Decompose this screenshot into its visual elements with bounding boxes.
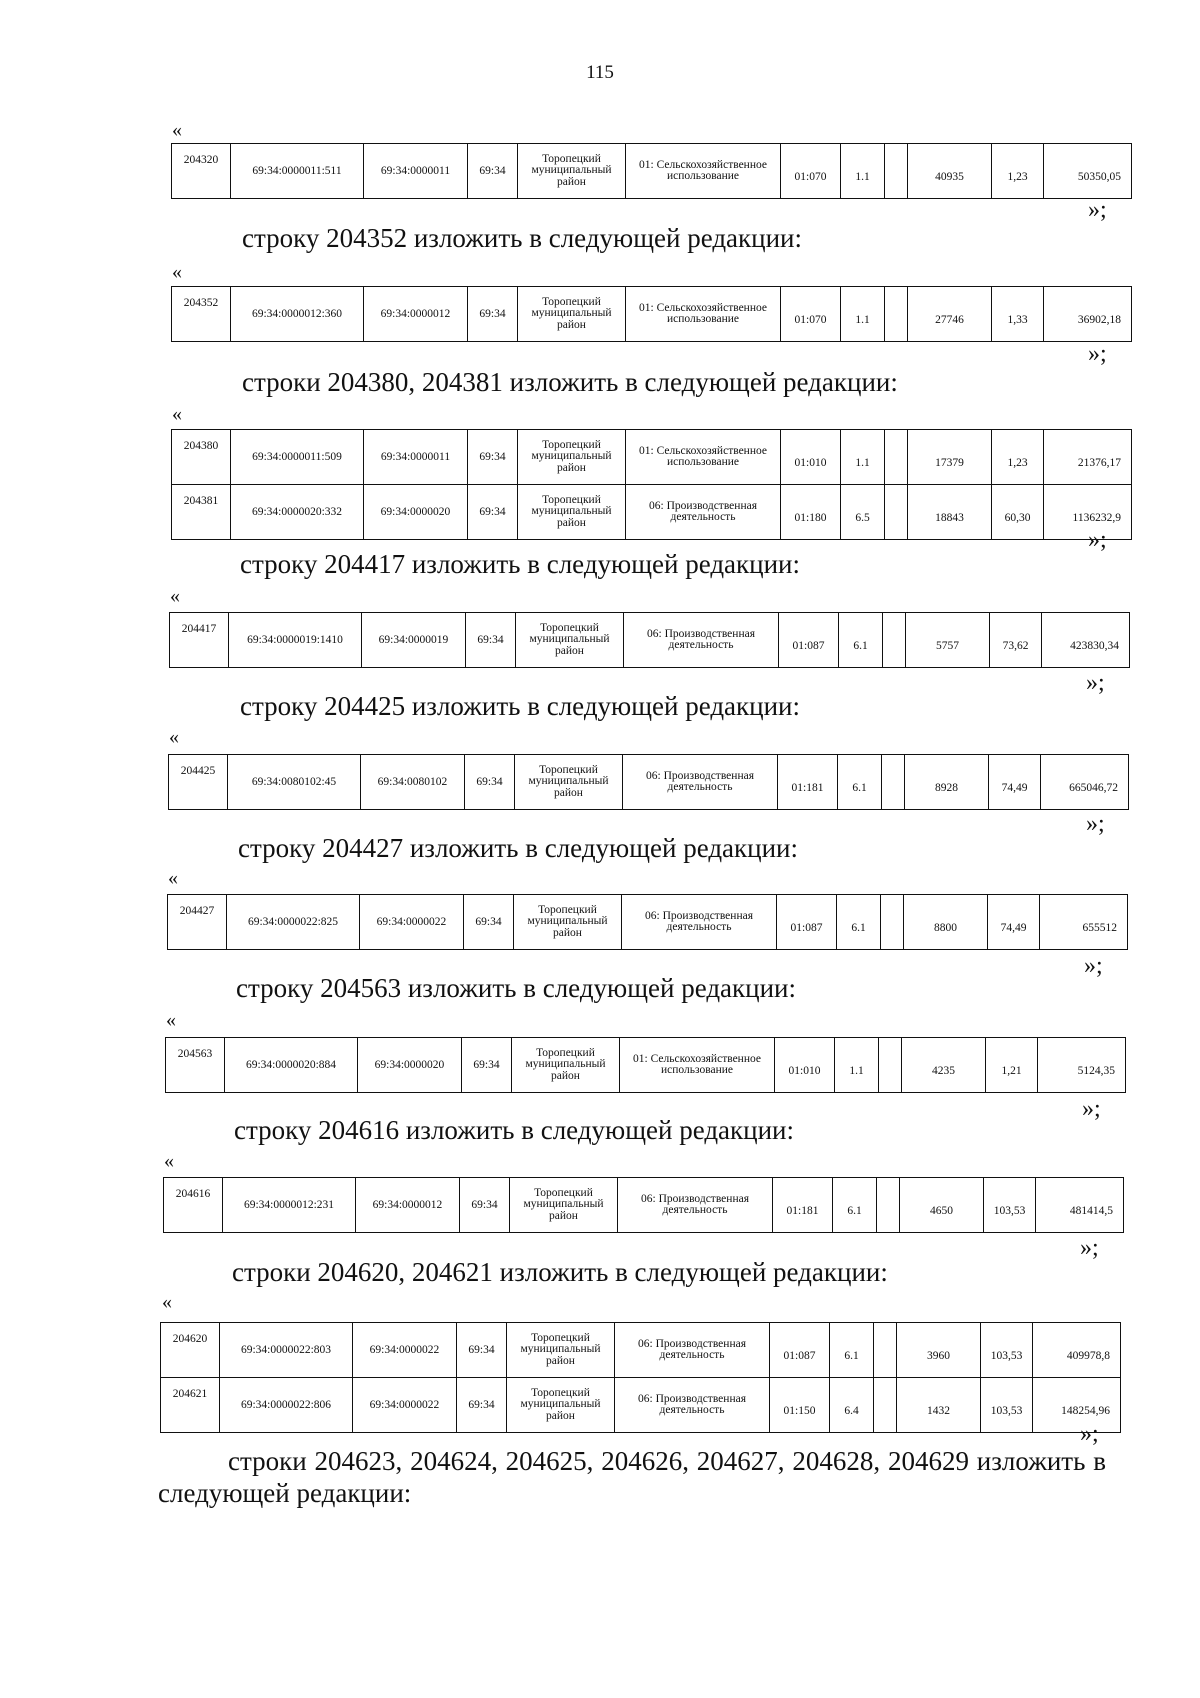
cell-category: 01: Сельскохозяйственное использование bbox=[620, 1038, 775, 1093]
open-quote: « bbox=[172, 403, 182, 425]
table-row bbox=[170, 613, 1130, 668]
cell-district-code: 69:34 bbox=[457, 1323, 507, 1378]
cell-rate: 74,49 bbox=[989, 755, 1041, 810]
record-table bbox=[167, 894, 1128, 950]
cell-category: 06: Производственная деятельность bbox=[622, 895, 777, 950]
close-quote: »; bbox=[1088, 341, 1107, 367]
cell-value: 1136232,9 bbox=[1044, 485, 1132, 540]
cell-category: 06: Производственная деятельность bbox=[626, 485, 781, 540]
table-row bbox=[172, 485, 1132, 540]
record-table bbox=[168, 754, 1129, 810]
cell-area: 17379 bbox=[908, 430, 992, 485]
cell-rate: 103,53 bbox=[981, 1323, 1033, 1378]
cell-area: 40935 bbox=[908, 144, 992, 199]
cell-district-code: 69:34 bbox=[462, 1038, 512, 1093]
cell-area: 3960 bbox=[897, 1323, 981, 1378]
cell-extra bbox=[874, 1323, 897, 1378]
cell-district-code: 69:34 bbox=[457, 1378, 507, 1433]
cell-value: 655512 bbox=[1040, 895, 1128, 950]
cell-district-code: 69:34 bbox=[465, 755, 515, 810]
edit-heading: строку 204352 изложить в следующей редакции: bbox=[242, 223, 803, 253]
cell-extra bbox=[882, 755, 905, 810]
cell-district-code: 69:34 bbox=[468, 430, 518, 485]
cell-group: 6.5 bbox=[841, 485, 885, 540]
cell-cadastral: 69:34:0000022:803 bbox=[220, 1323, 353, 1378]
record-table bbox=[171, 143, 1132, 199]
close-quote: »; bbox=[1080, 1421, 1099, 1447]
open-quote: « bbox=[169, 726, 179, 748]
cell-municipality: Торопецкий муниципальный район bbox=[515, 755, 623, 810]
open-quote: « bbox=[170, 585, 180, 607]
record-table bbox=[165, 1037, 1126, 1093]
cell-id: 204427 bbox=[168, 895, 227, 950]
cell-quarter: 69:34:0000011 bbox=[364, 144, 468, 199]
cell-category: 01: Сельскохозяйственное использование bbox=[626, 287, 781, 342]
cell-municipality: Торопецкий муниципальный район bbox=[507, 1323, 615, 1378]
cell-municipality: Торопецкий муниципальный район bbox=[507, 1378, 615, 1433]
cell-municipality: Торопецкий муниципальный район bbox=[518, 485, 626, 540]
cell-id: 204381 bbox=[172, 485, 231, 540]
cell-cadastral: 69:34:0000020:332 bbox=[231, 485, 364, 540]
cell-area: 4650 bbox=[900, 1178, 984, 1233]
cell-quarter: 69:34:0000022 bbox=[360, 895, 464, 950]
cell-category: 01: Сельскохозяйственное использование bbox=[626, 430, 781, 485]
table-row bbox=[169, 755, 1129, 810]
cell-extra bbox=[879, 1038, 902, 1093]
cell-area: 5757 bbox=[906, 613, 990, 668]
cell-quarter: 69:34:0000012 bbox=[364, 287, 468, 342]
table-row bbox=[164, 1178, 1124, 1233]
cell-code: 01:180 bbox=[781, 485, 841, 540]
table-row bbox=[172, 144, 1132, 199]
cell-code: 01:087 bbox=[779, 613, 839, 668]
cell-cadastral: 69:34:0000011:509 bbox=[231, 430, 364, 485]
cell-extra bbox=[885, 485, 908, 540]
edit-heading: строку 204427 изложить в следующей редакции: bbox=[238, 833, 799, 863]
cell-id: 204352 bbox=[172, 287, 231, 342]
cell-district-code: 69:34 bbox=[464, 895, 514, 950]
cell-id: 204616 bbox=[164, 1178, 223, 1233]
table-row bbox=[168, 895, 1128, 950]
cell-extra bbox=[885, 144, 908, 199]
cell-extra bbox=[885, 287, 908, 342]
cell-extra bbox=[877, 1178, 900, 1233]
cell-quarter: 69:34:0080102 bbox=[361, 755, 465, 810]
cell-cadastral: 69:34:0080102:45 bbox=[228, 755, 361, 810]
edit-heading: строку 204616 изложить в следующей редакции: bbox=[234, 1115, 795, 1145]
cell-quarter: 69:34:0000022 bbox=[353, 1323, 457, 1378]
cell-code: 01:010 bbox=[775, 1038, 835, 1093]
cell-value: 148254,96 bbox=[1033, 1378, 1121, 1433]
cell-rate: 103,53 bbox=[984, 1178, 1036, 1233]
open-quote: « bbox=[172, 261, 182, 283]
cell-extra bbox=[874, 1378, 897, 1433]
cell-district-code: 69:34 bbox=[460, 1178, 510, 1233]
cell-group: 1.1 bbox=[841, 144, 885, 199]
cell-rate: 1,23 bbox=[992, 144, 1044, 199]
cell-rate: 1,33 bbox=[992, 287, 1044, 342]
open-quote: « bbox=[172, 119, 182, 141]
cell-category: 06: Производственная деятельность bbox=[618, 1178, 773, 1233]
cell-quarter: 69:34:0000012 bbox=[356, 1178, 460, 1233]
cell-district-code: 69:34 bbox=[466, 613, 516, 668]
cell-cadastral: 69:34:0000022:825 bbox=[227, 895, 360, 950]
cell-value: 481414,5 bbox=[1036, 1178, 1124, 1233]
close-quote: »; bbox=[1084, 953, 1103, 979]
cell-value: 50350,05 bbox=[1044, 144, 1132, 199]
cell-municipality: Торопецкий муниципальный район bbox=[514, 895, 622, 950]
cell-code: 01:181 bbox=[773, 1178, 833, 1233]
cell-municipality: Торопецкий муниципальный район bbox=[518, 144, 626, 199]
close-quote: »; bbox=[1080, 1235, 1099, 1261]
cell-group: 6.1 bbox=[830, 1323, 874, 1378]
cell-code: 01:087 bbox=[770, 1323, 830, 1378]
cell-code: 01:070 bbox=[781, 287, 841, 342]
cell-code: 01:181 bbox=[778, 755, 838, 810]
cell-cadastral: 69:34:0000022:806 bbox=[220, 1378, 353, 1433]
record-table bbox=[169, 612, 1130, 668]
cell-rate: 60,30 bbox=[992, 485, 1044, 540]
cell-rate: 103,53 bbox=[981, 1378, 1033, 1433]
cell-category: 06: Производственная деятельность bbox=[615, 1323, 770, 1378]
cell-group: 1.1 bbox=[835, 1038, 879, 1093]
cell-cadastral: 69:34:0000011:511 bbox=[231, 144, 364, 199]
cell-municipality: Торопецкий муниципальный район bbox=[516, 613, 624, 668]
close-quote: »; bbox=[1082, 1096, 1101, 1122]
cell-id: 204417 bbox=[170, 613, 229, 668]
table-row bbox=[161, 1323, 1121, 1378]
cell-rate: 73,62 bbox=[990, 613, 1042, 668]
cell-extra bbox=[885, 430, 908, 485]
close-quote: »; bbox=[1086, 670, 1105, 696]
cell-category: 06: Производственная деятельность bbox=[623, 755, 778, 810]
cell-group: 1.1 bbox=[841, 287, 885, 342]
cell-group: 6.1 bbox=[837, 895, 881, 950]
cell-quarter: 69:34:0000020 bbox=[364, 485, 468, 540]
cell-quarter: 69:34:0000020 bbox=[358, 1038, 462, 1093]
table-row bbox=[161, 1378, 1121, 1433]
cell-municipality: Торопецкий муниципальный район bbox=[518, 430, 626, 485]
table-row bbox=[172, 430, 1132, 485]
cell-group: 6.1 bbox=[833, 1178, 877, 1233]
open-quote: « bbox=[162, 1291, 172, 1313]
table-row bbox=[166, 1038, 1126, 1093]
cell-value: 36902,18 bbox=[1044, 287, 1132, 342]
cell-area: 4235 bbox=[902, 1038, 986, 1093]
cell-id: 204425 bbox=[169, 755, 228, 810]
cell-category: 06: Производственная деятельность bbox=[615, 1378, 770, 1433]
cell-cadastral: 69:34:0000019:1410 bbox=[229, 613, 362, 668]
cell-id: 204380 bbox=[172, 430, 231, 485]
cell-id: 204620 bbox=[161, 1323, 220, 1378]
cell-district-code: 69:34 bbox=[468, 287, 518, 342]
cell-area: 8800 bbox=[904, 895, 988, 950]
record-table bbox=[171, 429, 1132, 540]
cell-cadastral: 69:34:0000020:884 bbox=[225, 1038, 358, 1093]
cell-value: 423830,34 bbox=[1042, 613, 1130, 668]
cell-group: 1.1 bbox=[841, 430, 885, 485]
cell-id: 204320 bbox=[172, 144, 231, 199]
cell-cadastral: 69:34:0000012:231 bbox=[223, 1178, 356, 1233]
cell-area: 1432 bbox=[897, 1378, 981, 1433]
cell-id: 204563 bbox=[166, 1038, 225, 1093]
cell-code: 01:070 bbox=[781, 144, 841, 199]
cell-id: 204621 bbox=[161, 1378, 220, 1433]
close-quote: »; bbox=[1088, 527, 1107, 553]
page-number: 115 bbox=[586, 62, 614, 83]
cell-extra bbox=[881, 895, 904, 950]
cell-area: 27746 bbox=[908, 287, 992, 342]
cell-district-code: 69:34 bbox=[468, 144, 518, 199]
cell-group: 6.4 bbox=[830, 1378, 874, 1433]
cell-value: 409978,8 bbox=[1033, 1323, 1121, 1378]
cell-value: 5124,35 bbox=[1038, 1038, 1126, 1093]
edit-heading: строки 204380, 204381 изложить в следующей редакции: bbox=[242, 367, 898, 397]
cell-value: 21376,17 bbox=[1044, 430, 1132, 485]
cell-district-code: 69:34 bbox=[468, 485, 518, 540]
cell-quarter: 69:34:0000022 bbox=[353, 1378, 457, 1433]
cell-code: 01:087 bbox=[777, 895, 837, 950]
record-table bbox=[160, 1322, 1121, 1433]
edit-heading: строку 204417 изложить в следующей редакции: bbox=[240, 549, 801, 579]
edit-heading: строку 204563 изложить в следующей редакции: bbox=[236, 973, 797, 1003]
cell-rate: 74,49 bbox=[988, 895, 1040, 950]
cell-code: 01:150 bbox=[770, 1378, 830, 1433]
open-quote: « bbox=[168, 867, 178, 889]
open-quote: « bbox=[164, 1150, 174, 1172]
cell-cadastral: 69:34:0000012:360 bbox=[231, 287, 364, 342]
cell-area: 8928 bbox=[905, 755, 989, 810]
cell-value: 665046,72 bbox=[1041, 755, 1129, 810]
record-table bbox=[163, 1177, 1124, 1233]
cell-municipality: Торопецкий муниципальный район bbox=[510, 1178, 618, 1233]
cell-group: 6.1 bbox=[839, 613, 883, 668]
close-quote: »; bbox=[1086, 811, 1105, 837]
cell-extra bbox=[883, 613, 906, 668]
table-row bbox=[172, 287, 1132, 342]
cell-area: 18843 bbox=[908, 485, 992, 540]
cell-quarter: 69:34:0000019 bbox=[362, 613, 466, 668]
cell-code: 01:010 bbox=[781, 430, 841, 485]
close-quote: »; bbox=[1088, 197, 1107, 223]
cell-rate: 1,23 bbox=[992, 430, 1044, 485]
record-table bbox=[171, 286, 1132, 342]
cell-category: 06: Производственная деятельность bbox=[624, 613, 779, 668]
cell-quarter: 69:34:0000011 bbox=[364, 430, 468, 485]
cell-municipality: Торопецкий муниципальный район bbox=[518, 287, 626, 342]
edit-heading: строку 204425 изложить в следующей редакции: bbox=[240, 691, 801, 721]
cell-group: 6.1 bbox=[838, 755, 882, 810]
final-paragraph: строки 204623, 204624, 204625, 204626, 204627, 204628, 204629 изложить в следующей редакции: bbox=[158, 1446, 1106, 1508]
open-quote: « bbox=[166, 1009, 176, 1031]
cell-municipality: Торопецкий муниципальный район bbox=[512, 1038, 620, 1093]
cell-rate: 1,21 bbox=[986, 1038, 1038, 1093]
edit-heading: строки 204620, 204621 изложить в следующей редакции: bbox=[232, 1257, 888, 1287]
cell-category: 01: Сельскохозяйственное использование bbox=[626, 144, 781, 199]
